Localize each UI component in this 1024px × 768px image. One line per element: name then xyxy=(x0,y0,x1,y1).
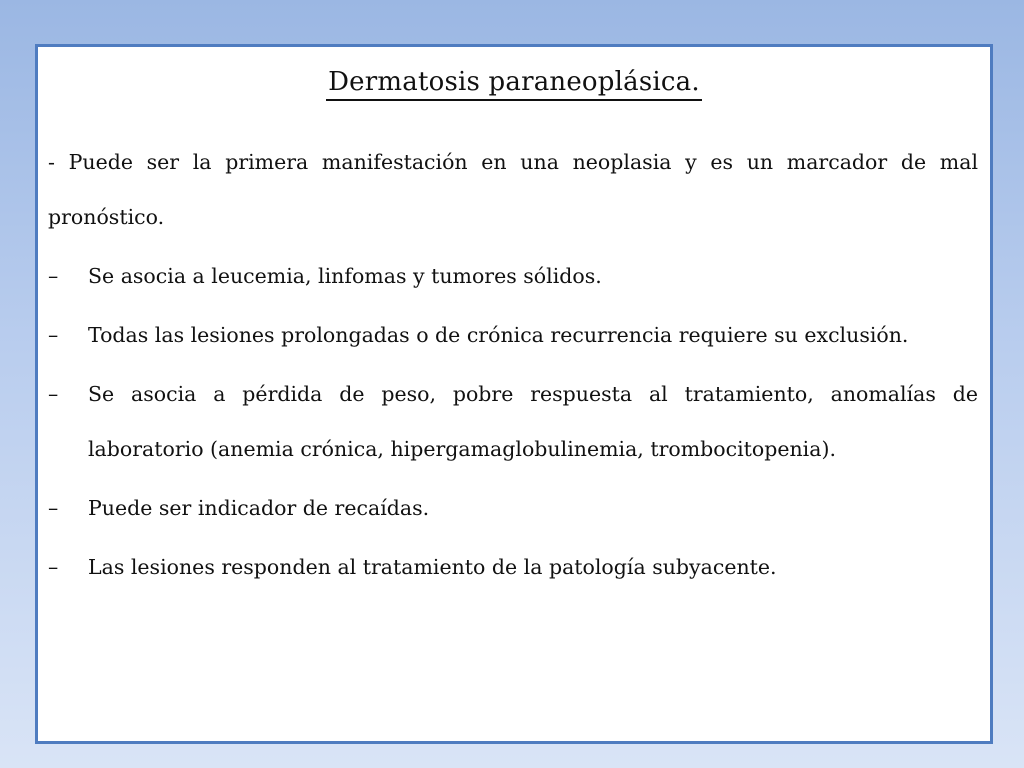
slide-title xyxy=(38,67,990,101)
bullet-text: Puede ser indicador de recaídas. xyxy=(88,496,430,520)
bullet-text: Todas las lesiones prolongadas o de crónica recurrencia requiere su exclusión. xyxy=(88,323,909,347)
bullet-dash: – xyxy=(48,323,59,347)
bullet-item xyxy=(48,367,978,477)
bullet-text: Las lesiones responden al tratamiento de la patología subyacente. xyxy=(88,555,777,579)
bullet-item xyxy=(48,308,978,363)
bullet-item xyxy=(48,249,978,304)
bullet-text: Se asocia a pérdida de peso, pobre respuesta al tratamiento, anomalías de laboratorio (anemia crónica, hipergamaglobulinemia, trombocitopenia). xyxy=(88,382,978,461)
slide-content-box xyxy=(35,44,993,744)
bullet-item xyxy=(48,481,978,536)
bullet-dash: – xyxy=(48,555,59,579)
slide-body xyxy=(48,135,978,599)
bullet-dash: – xyxy=(48,382,59,406)
slide-title-text: Dermatosis paraneoplásica. xyxy=(326,67,702,101)
bullet-item xyxy=(48,540,978,595)
bullet-dash: – xyxy=(48,496,59,520)
bullet-dash: – xyxy=(48,264,59,288)
bullet-text: Se asocia a leucemia, linfomas y tumores sólidos. xyxy=(88,264,602,288)
intro-paragraph: - Puede ser la primera manifestación en una neoplasia y es un marcador de mal pronóstico. xyxy=(48,150,978,229)
